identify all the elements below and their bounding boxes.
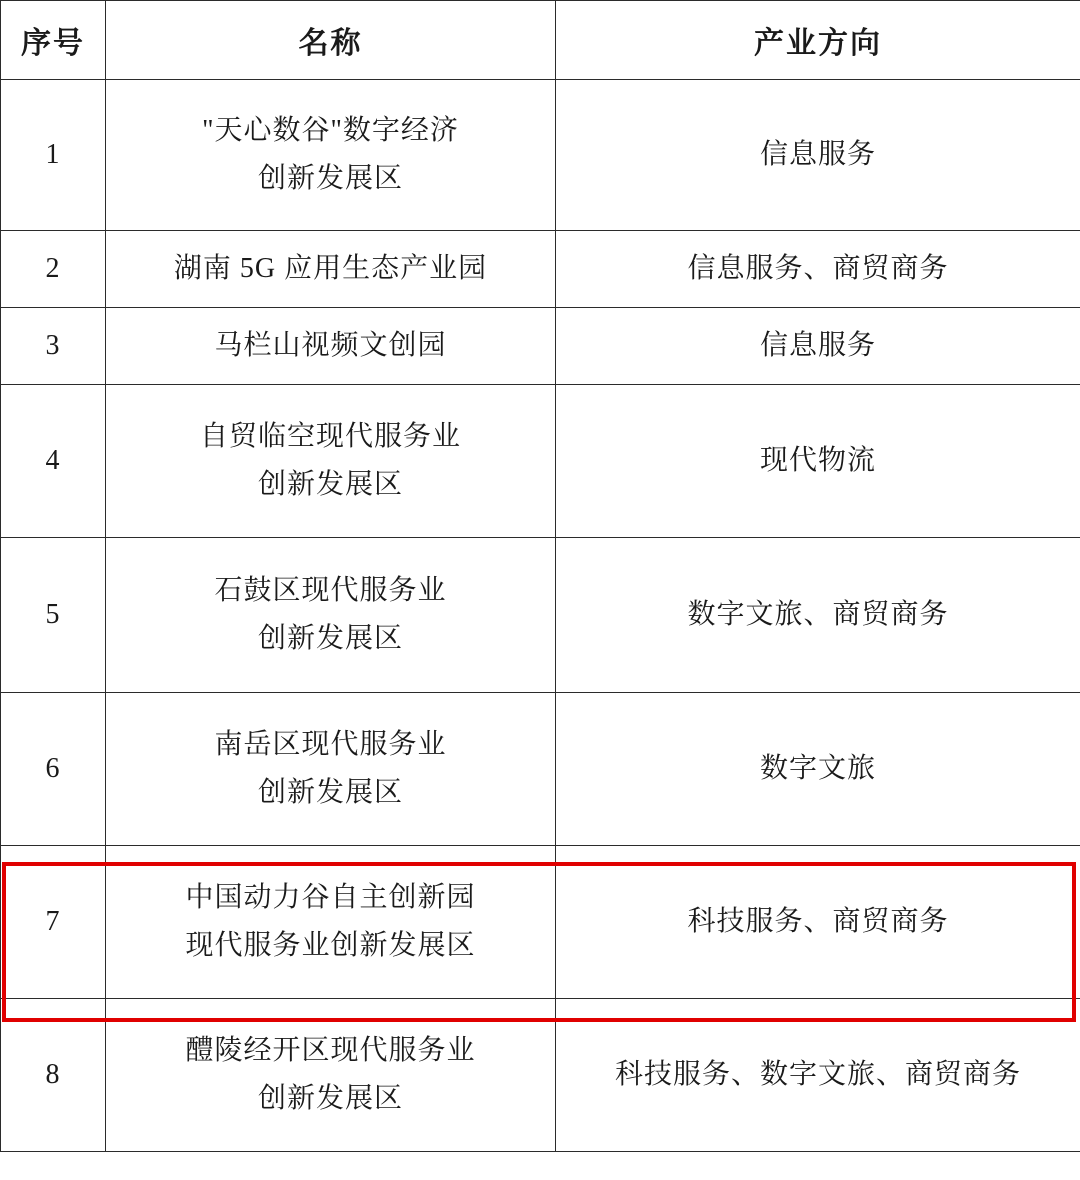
row-index: 4 (1, 385, 106, 538)
row-direction-text: 数字文旅、商贸商务 (687, 598, 949, 630)
column-header-name: 名称 (106, 1, 556, 80)
row-direction-text: 信息服务 (759, 138, 876, 170)
row-name-line: 创新发展区 (257, 623, 403, 654)
table-body (1, 80, 1080, 1152)
table-row (1, 385, 1080, 538)
row-name (106, 846, 556, 999)
row-name (106, 231, 556, 308)
row-name (106, 999, 556, 1152)
table-header-row (1, 1, 1080, 80)
row-index: 2 (1, 231, 106, 308)
row-name-line: 创新发展区 (257, 777, 403, 808)
row-index: 3 (1, 308, 106, 385)
row-name-lines (106, 95, 555, 215)
row-name-line: 中国动力谷自主创新园 (185, 881, 476, 913)
row-direction (556, 538, 1080, 693)
row-index: 7 (1, 846, 106, 999)
row-name-lines (106, 401, 555, 521)
row-name (106, 385, 556, 538)
table-row (1, 80, 1080, 231)
row-direction-text: 科技服务、数字文旅、商贸商务 (614, 1058, 1021, 1090)
row-name-lines (106, 709, 555, 829)
row-name-lines (106, 555, 555, 675)
row-direction-text: 现代物流 (759, 444, 876, 476)
row-name (106, 308, 556, 385)
column-header-direction: 产业方向 (556, 1, 1080, 80)
row-direction (556, 693, 1080, 846)
row-name-lines (106, 1015, 555, 1135)
row-index: 6 (1, 693, 106, 846)
row-direction (556, 308, 1080, 385)
row-direction-text: 数字文旅 (759, 752, 876, 784)
table-row-highlighted (1, 846, 1080, 999)
row-direction-text: 科技服务、商贸商务 (687, 905, 949, 937)
row-direction-text: 信息服务 (759, 329, 876, 361)
row-name-line: 创新发展区 (257, 469, 403, 500)
table-row (1, 693, 1080, 846)
table-row (1, 231, 1080, 308)
row-direction (556, 385, 1080, 538)
row-name-line: 自贸临空现代服务业 (199, 420, 461, 452)
row-name (106, 693, 556, 846)
row-direction (556, 999, 1080, 1152)
row-name-line: 现代服务业创新发展区 (185, 930, 476, 961)
column-header-index: 序号 (1, 1, 106, 80)
row-index: 8 (1, 999, 106, 1152)
row-name-line: 南岳区现代服务业 (214, 728, 447, 760)
row-name (106, 80, 556, 231)
row-name-line: 创新发展区 (257, 1083, 403, 1114)
row-name-line: "天心数谷"数字经济 (202, 114, 459, 146)
row-name-lines (106, 233, 555, 305)
row-direction (556, 80, 1080, 231)
row-name-lines (106, 862, 555, 982)
row-name-line: 马栏山视频文创园 (214, 329, 447, 361)
row-direction-text: 信息服务、商贸商务 (687, 252, 949, 284)
table-header (1, 1, 1080, 80)
row-index: 5 (1, 538, 106, 693)
row-direction (556, 231, 1080, 308)
row-name-line: 创新发展区 (257, 163, 403, 194)
row-index: 1 (1, 80, 106, 231)
table-row (1, 999, 1080, 1152)
table-row (1, 538, 1080, 693)
table-row (1, 308, 1080, 385)
row-direction (556, 846, 1080, 999)
row-name-line: 石鼓区现代服务业 (214, 574, 447, 606)
row-name-lines (106, 310, 555, 382)
row-name-line: 醴陵经开区现代服务业 (185, 1034, 476, 1066)
row-name (106, 538, 556, 693)
row-name-line: 湖南 5G 应用生态产业园 (173, 252, 488, 284)
